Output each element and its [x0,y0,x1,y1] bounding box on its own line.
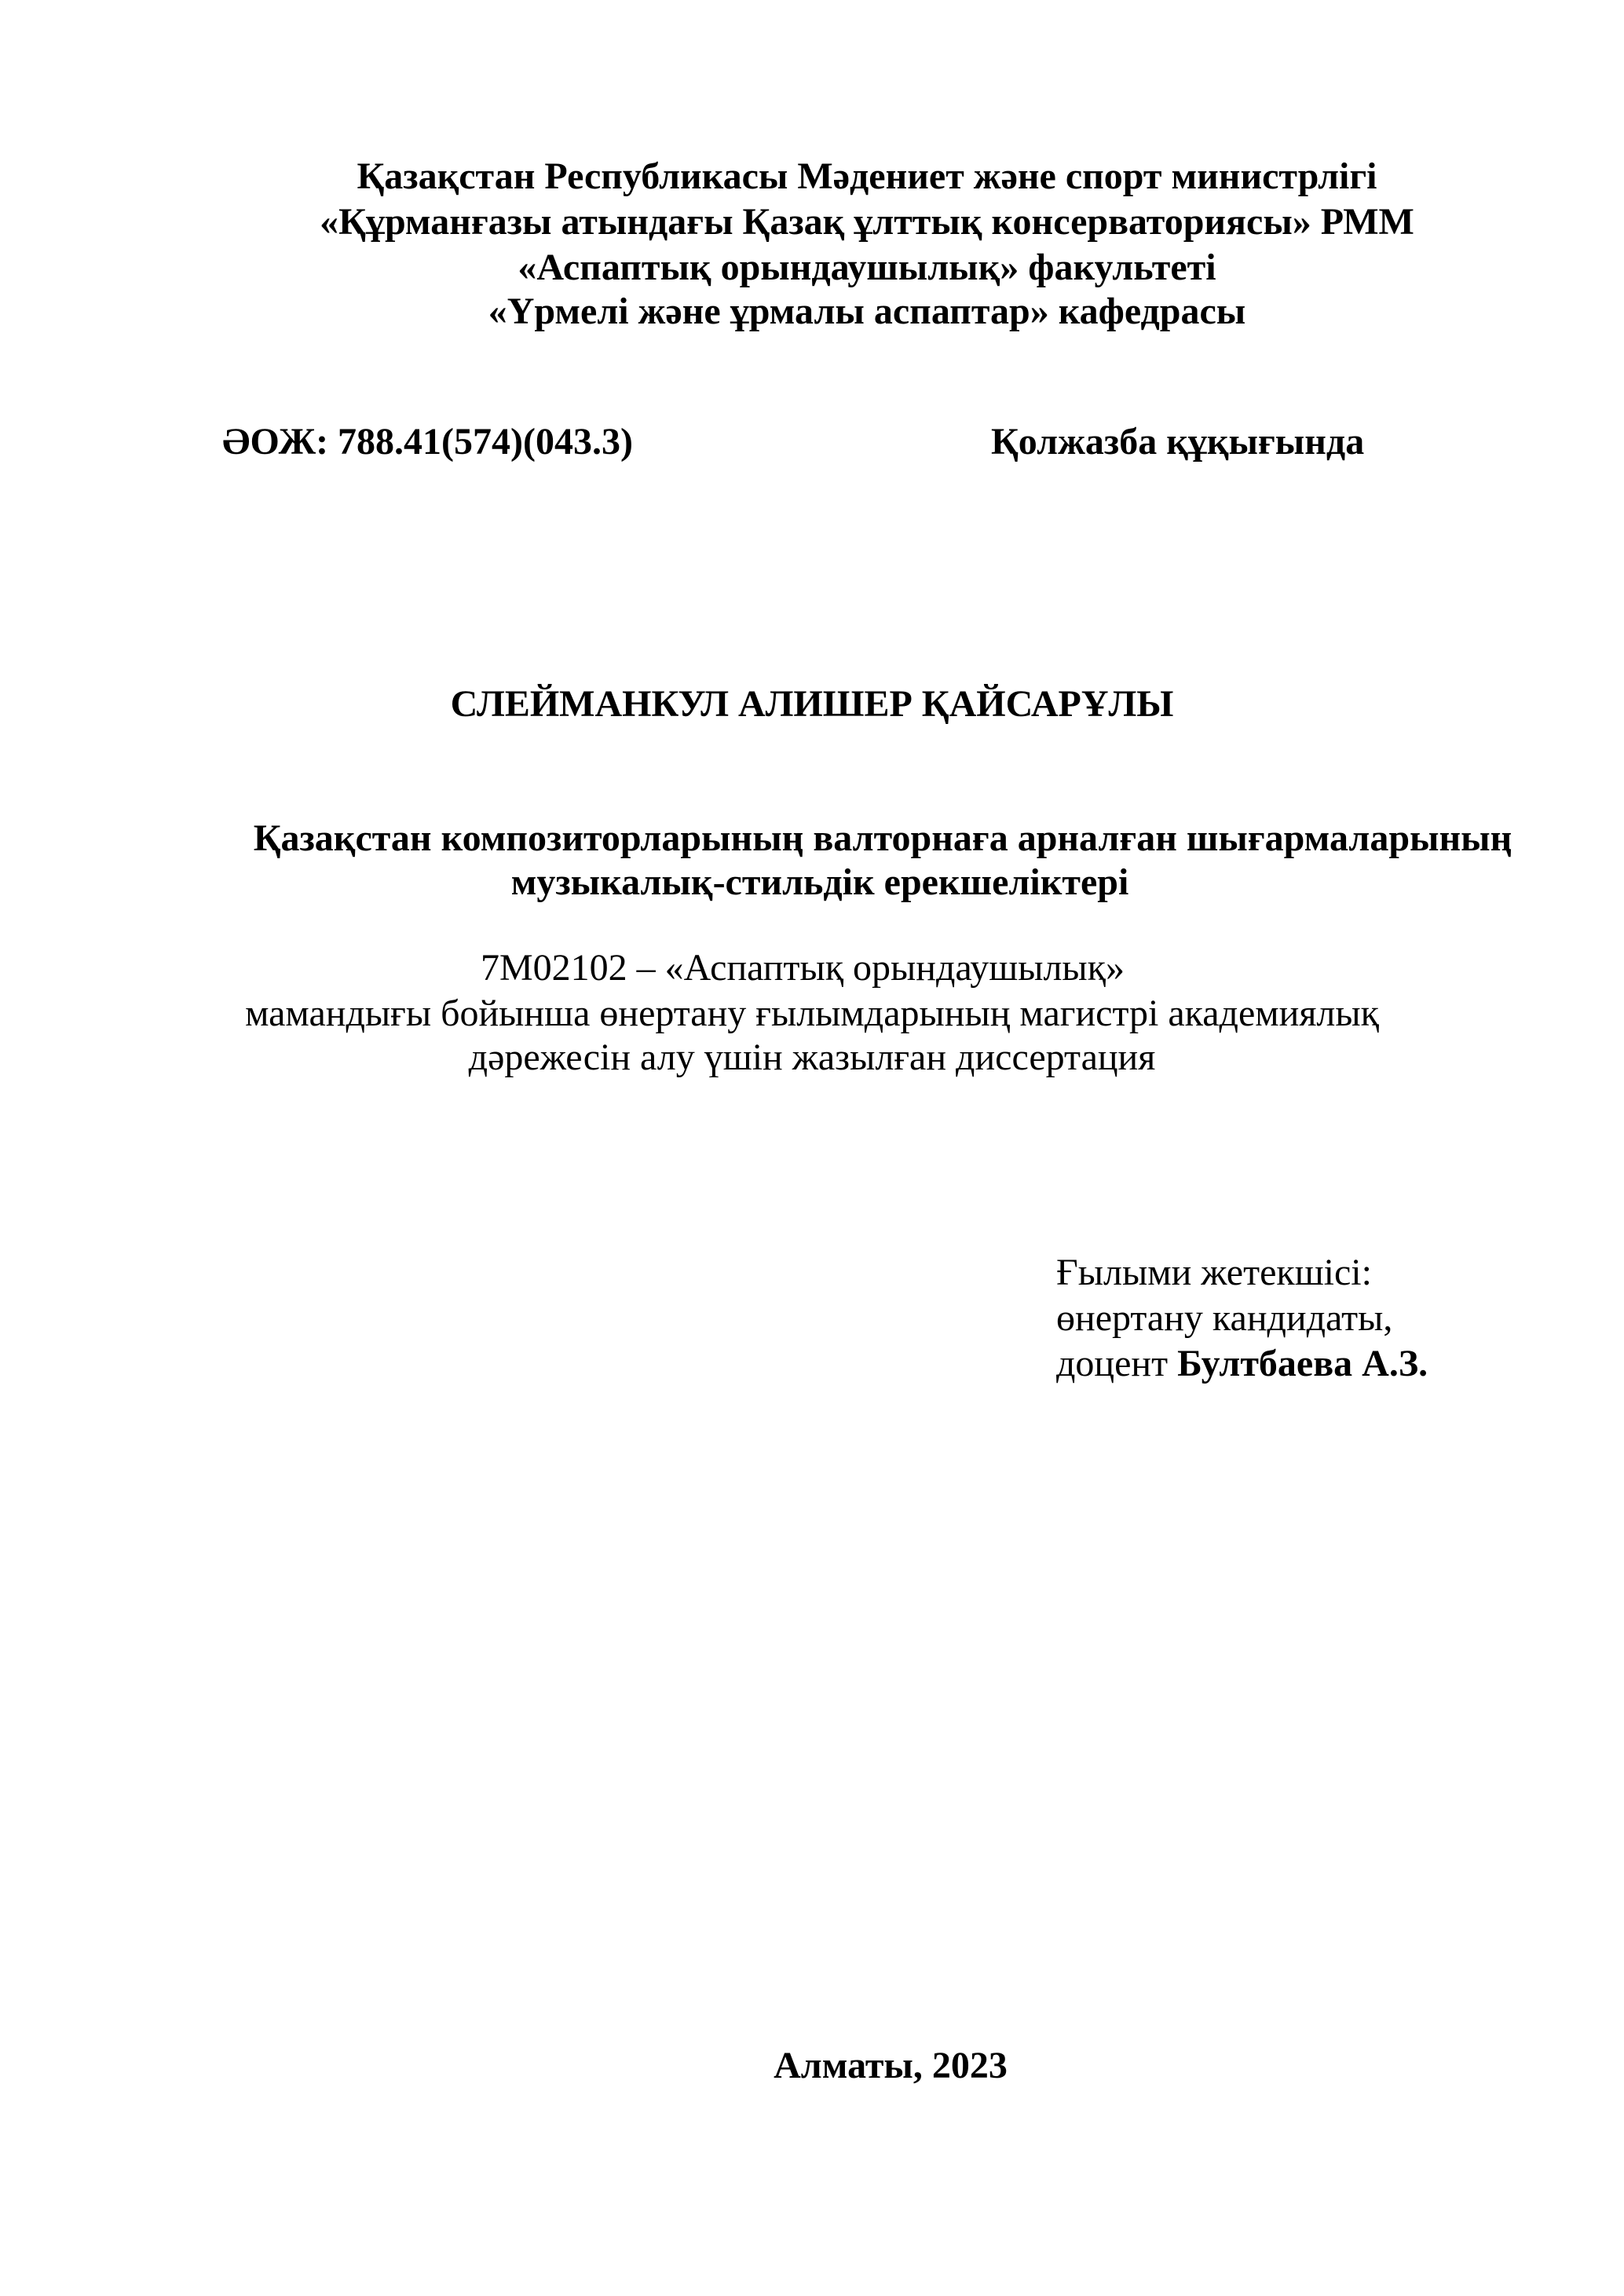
supervisor-degree: өнертану кандидаты, [1056,1297,1393,1339]
specialty-code: 7M02102 – «Аспаптық орындаушылық» [480,947,1125,989]
supervisor-rank-name [1056,1341,1428,1387]
supervisor-label: Ғылыми жетекшісі: [1056,1252,1372,1293]
specialty-description-1: мамандығы бойынша өнертану ғылымдарының магистрі академиялық [245,993,1379,1034]
udc-code: ӘОЖ: 788.41(574)(043.3) [222,421,633,462]
manuscript-rights: Қолжазба құқығында [991,421,1365,462]
ministry-line: Қазақстан Республикасы Мәдениет және спорт министрлігі [357,155,1377,197]
thesis-title-line-2: музыкалық-стильдік ерекшеліктері [510,861,1129,903]
thesis-title-line-1: Қазақстан композиторларының валторнаға арналған шығармаларының [253,817,1512,859]
supervisor-name: Бултбаева А.З. [1177,1343,1428,1384]
faculty-line: «Аспаптық орындаушылық» факультеті [518,247,1216,288]
supervisor-rank: доцент [1056,1343,1178,1384]
conservatory-line: «Құрманғазы атындағы Қазақ ұлттық консерваториясы» РММ [320,201,1414,243]
city-year: Алматы, 2023 [774,2045,1008,2086]
specialty-description-2: дәрежесін алу үшін жазылған диссертация [468,1036,1156,1078]
department-line: «Үрмелі және ұрмалы аспаптар» кафедрасы [488,291,1246,332]
author-name: СЛЕЙМАНКУЛ АЛИШЕР ҚАЙСАРҰЛЫ [450,683,1174,725]
